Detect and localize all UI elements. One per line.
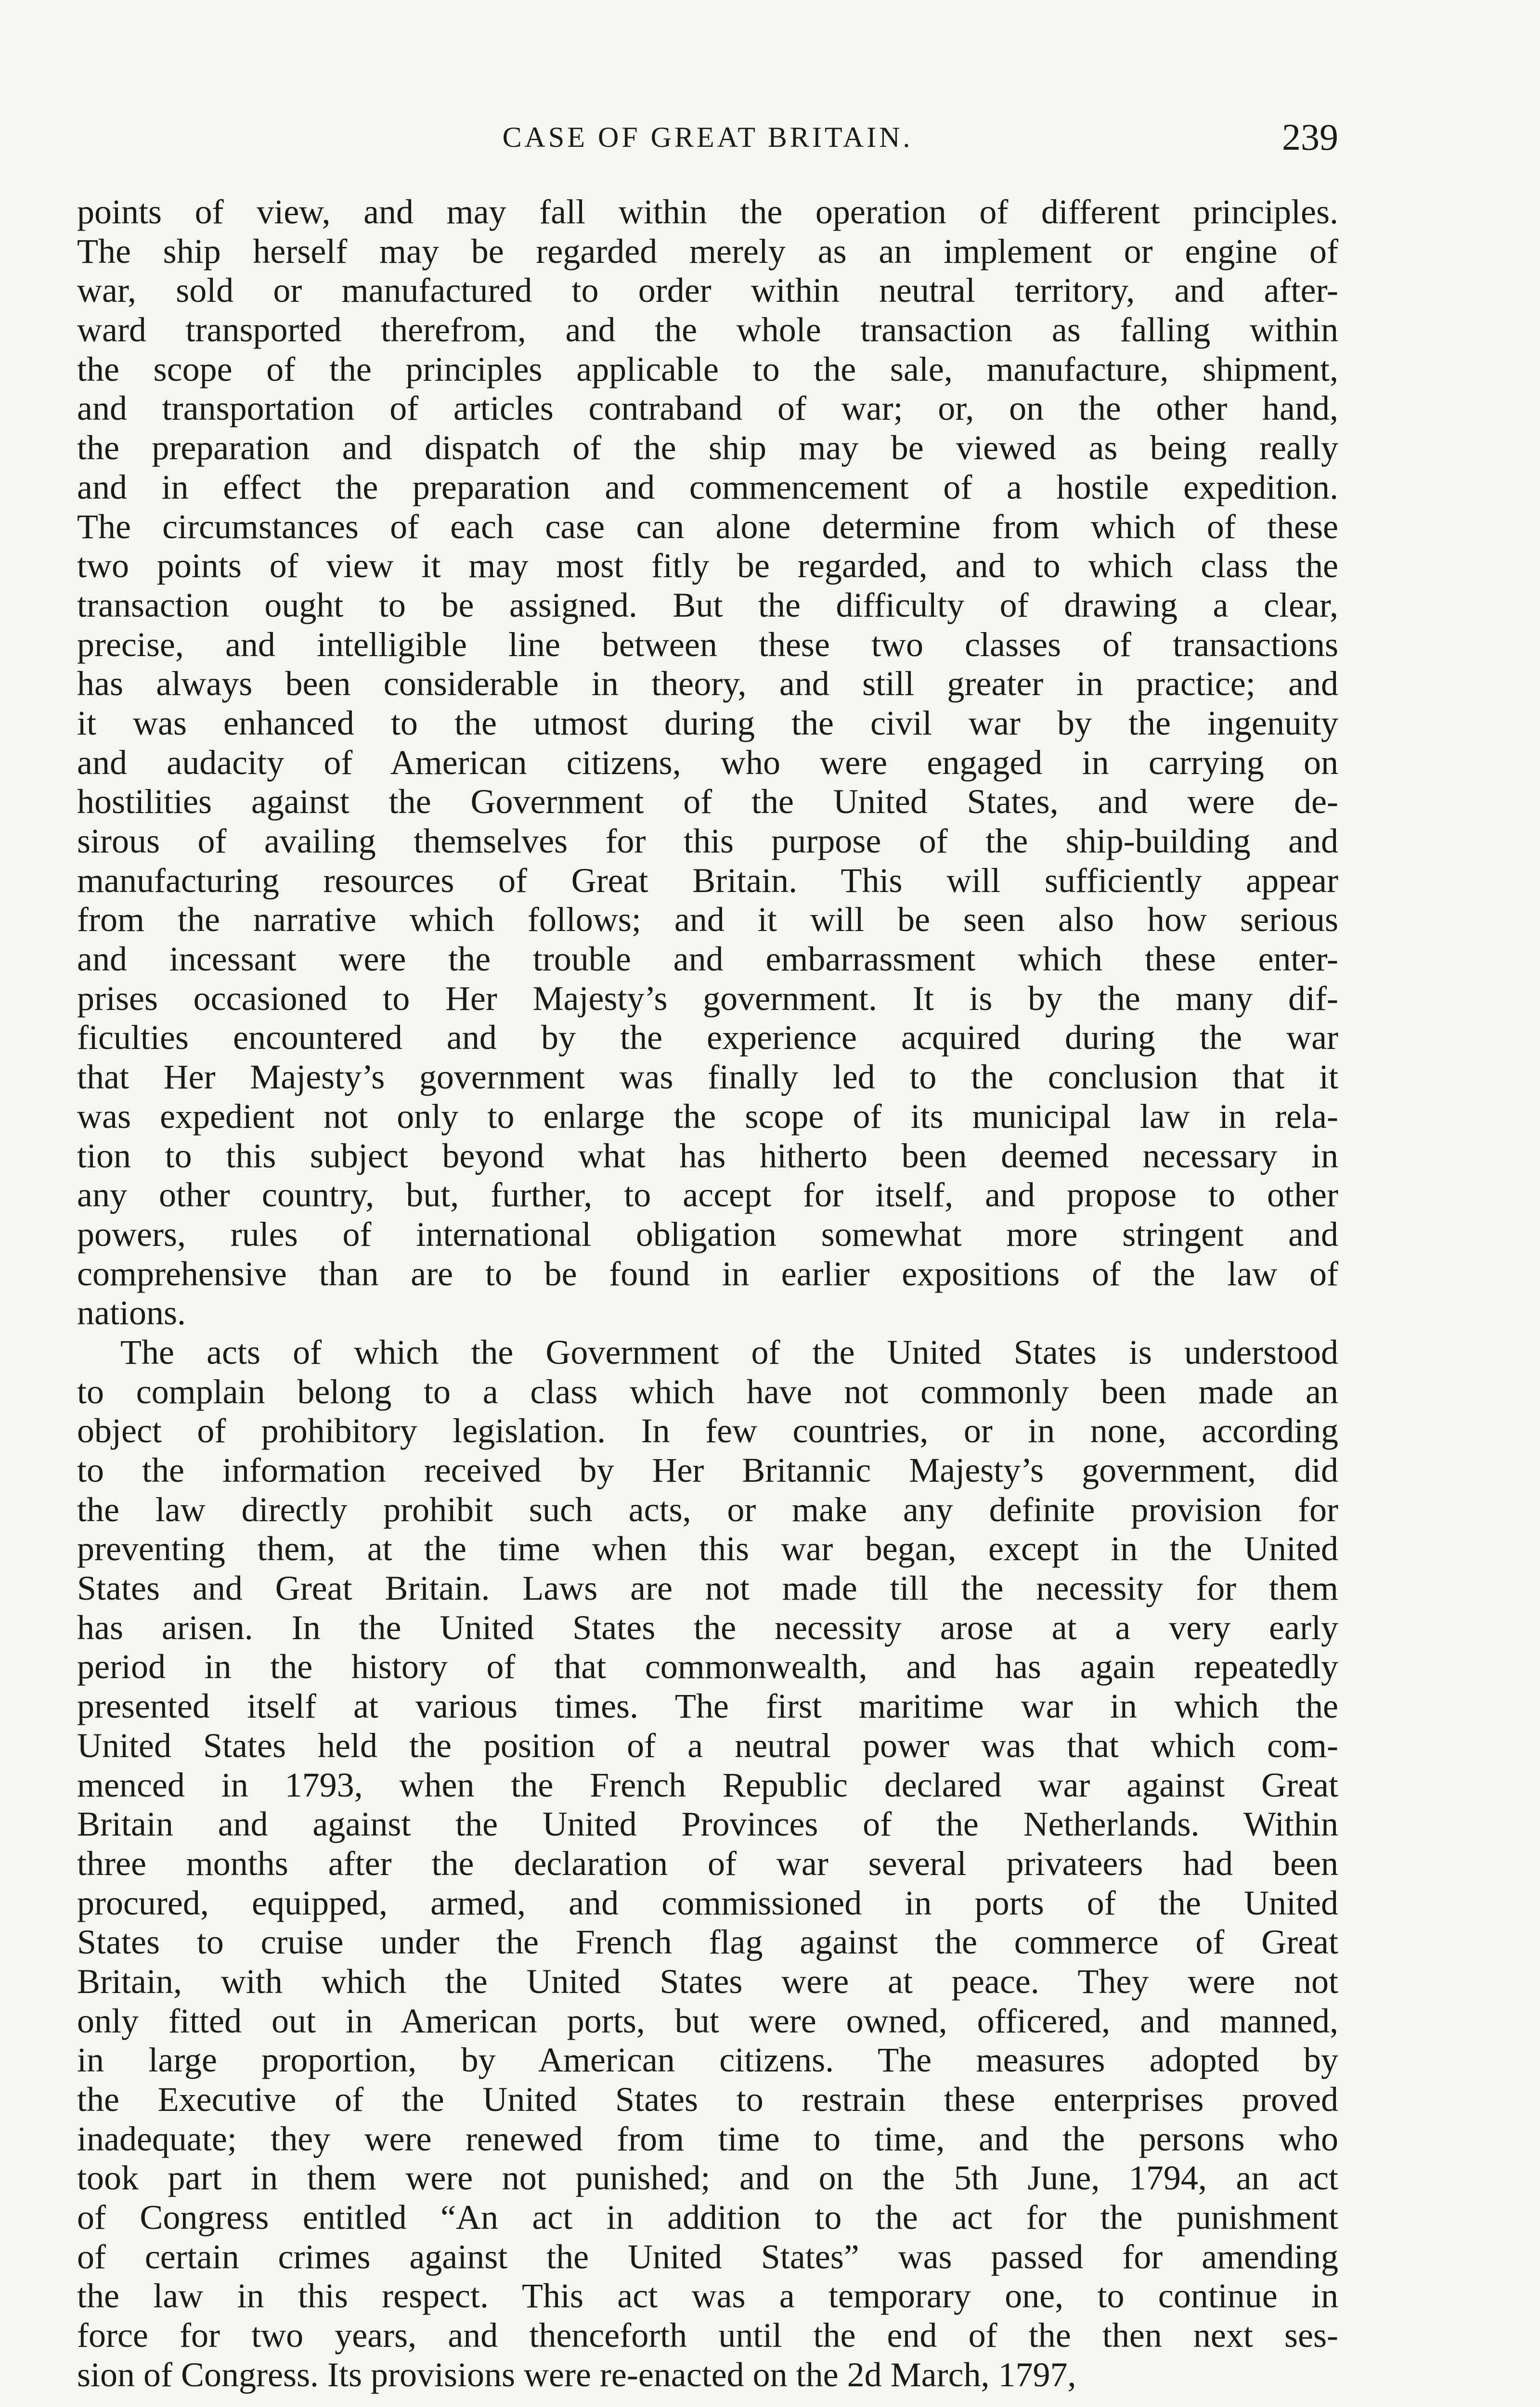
text-line: points of view, and may fall within the operation of different principles. [77, 193, 1338, 231]
text-line: hostilities against the Government of the United States, and were de- [77, 782, 1338, 821]
text-line: three months after the declaration of war several privateers had been [77, 1844, 1338, 1883]
text-line: inadequate; they were renewed from time to time, and the persons who [77, 2119, 1338, 2158]
text-line: object of prohibitory legislation. In few countries, or in none, according [77, 1411, 1338, 1450]
text-line: tion to this subject beyond what has hitherto been deemed necessary in [77, 1136, 1338, 1175]
text-line: The circumstances of each case can alone determine from which of these [77, 507, 1338, 546]
text-line: period in the history of that commonwealth, and has again repeatedly [77, 1647, 1338, 1686]
text-line: and transportation of articles contraband of war; or, on the other hand, [77, 389, 1338, 428]
text-line: the Executive of the United States to restrain these enterprises proved [77, 2080, 1338, 2119]
text-line: precise, and intelligible line between these two classes of transactions [77, 625, 1338, 664]
text-line: Britain and against the United Provinces of the Netherlands. Within [77, 1805, 1338, 1844]
paragraph [77, 193, 1338, 1333]
running-title: CASE OF GREAT BRITAIN. [502, 121, 913, 153]
text-line: the law in this respect. This act was a temporary one, to continue in [77, 2277, 1338, 2316]
text-line: war, sold or manufactured to order within neutral territory, and after- [77, 271, 1338, 310]
text-line: The ship herself may be regarded merely as an implement or engine of [77, 232, 1338, 271]
text-line: ward transported therefrom, and the whole transaction as falling within [77, 311, 1338, 349]
text-line: the law directly prohibit such acts, or make any definite provision for [77, 1490, 1338, 1529]
text-line: Britain, with which the United States were at peace. They were not [77, 1962, 1338, 2001]
text-line: has always been considerable in theory, and still greater in practice; and [77, 664, 1338, 703]
text-line: was expedient not only to enlarge the scope of its municipal law in rela- [77, 1097, 1338, 1136]
text-line: preventing them, at the time when this war began, except in the United [77, 1529, 1338, 1568]
text-line: and in effect the preparation and commencement of a hostile expedition. [77, 467, 1338, 506]
text-line: sirous of availing themselves for this purpose of the ship-building and [77, 822, 1338, 860]
text-line: the preparation and dispatch of the ship may be viewed as being really [77, 428, 1338, 467]
text-line: transaction ought to be assigned. But the difficulty of drawing a clear, [77, 585, 1338, 624]
text-line: menced in 1793, when the French Republic declared war against Great [77, 1765, 1338, 1804]
text-line: ficulties encountered and by the experience acquired during the war [77, 1018, 1338, 1057]
body-text [77, 193, 1338, 2395]
text-line: the scope of the principles applicable to the sale, manufacture, shipment, [77, 349, 1338, 388]
text-line: of Congress entitled “An act in addition to the act for the punishment [77, 2198, 1338, 2237]
text-line: only fitted out in American ports, but were owned, officered, and manned, [77, 2001, 1338, 2040]
text-line: manufacturing resources of Great Britain. This will sufficiently appear [77, 861, 1338, 900]
text-line: presented itself at various times. The first maritime war in which the [77, 1687, 1338, 1726]
text-line: has arisen. In the United States the necessity arose at a very early [77, 1608, 1338, 1647]
text-line: nations. [77, 1294, 186, 1333]
text-line: and incessant were the trouble and embarrassment which these enter- [77, 940, 1338, 979]
text-line: to complain belong to a class which have not commonly been made an [77, 1372, 1338, 1411]
text-line: powers, rules of international obligation somewhat more stringent and [77, 1215, 1338, 1254]
text-line: States to cruise under the French flag against the commerce of Great [77, 1923, 1338, 1962]
text-line: States and Great Britain. Laws are not made till the necessity for them [77, 1569, 1338, 1608]
text-line: comprehensive than are to be found in earlier expositions of the law of [77, 1254, 1338, 1293]
page-number: 239 [1282, 116, 1338, 158]
text-line: prises occasioned to Her Majesty’s government. It is by the many dif- [77, 979, 1338, 1018]
text-line: to the information received by Her Britannic Majesty’s government, did [77, 1451, 1338, 1489]
paragraph [77, 1333, 1338, 2395]
text-line: The acts of which the Government of the United States is understood [120, 1333, 1338, 1372]
text-line: and audacity of American citizens, who were engaged in carrying on [77, 743, 1338, 782]
text-line: United States held the position of a neutral power was that which com- [77, 1726, 1338, 1765]
text-line: of certain crimes against the United States” was passed for amending [77, 2237, 1338, 2276]
text-line: that Her Majesty’s government was finally led to the conclusion that it [77, 1058, 1338, 1097]
text-line: any other country, but, further, to accept for itself, and propose to other [77, 1176, 1338, 1215]
text-line: force for two years, and thenceforth until the end of the then next ses- [77, 2316, 1338, 2355]
text-line: took part in them were not punished; and on the 5th June, 1794, an act [77, 2159, 1338, 2198]
text-line: from the narrative which follows; and it will be seen also how serious [77, 900, 1338, 939]
running-head [77, 111, 1338, 164]
text-line: it was enhanced to the utmost during the civil war by the ingenuity [77, 703, 1338, 742]
text-line: in large proportion, by American citizens. The measures adopted by [77, 2041, 1338, 2080]
text-line: procured, equipped, armed, and commissioned in ports of the United [77, 1883, 1338, 1922]
text-line: sion of Congress. Its provisions were re-enacted on the 2d March, 1797, [77, 2355, 1076, 2394]
text-line: two points of view it may most fitly be regarded, and to which class the [77, 546, 1338, 585]
